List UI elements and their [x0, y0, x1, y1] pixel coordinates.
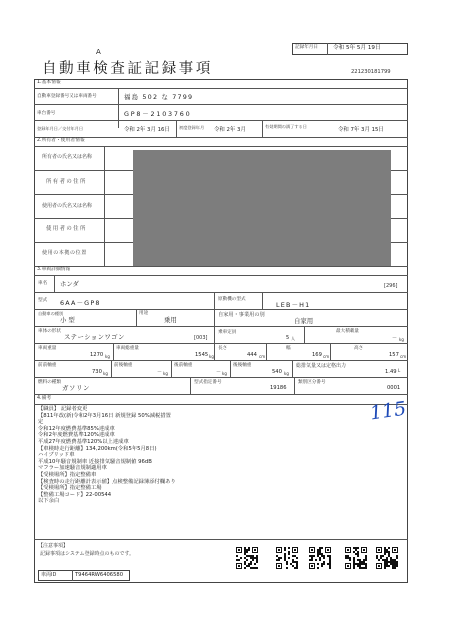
qr-code-5	[376, 547, 398, 569]
record-date-value: 令和 5年 5月 19日	[333, 45, 381, 51]
notes-text: 記録事項はシステム登録時点のものです。	[40, 551, 135, 557]
remark-line: 平成10年騒音規制車 近接排気騒音規制値 96dB	[38, 458, 152, 465]
use-value: 乗用	[164, 316, 177, 324]
remark-line: 【811年改(新)令和2年3月16日 新規登録 50%減税措置	[38, 412, 171, 419]
section3-title: 3.車両詳細情報	[37, 267, 71, 272]
reg-number-label: 自動車登録番号又は車両番号	[37, 94, 97, 99]
vehicle-id-value: T9464RW6406580	[75, 572, 123, 578]
qr-code-4	[345, 547, 367, 569]
remarks-block	[38, 406, 176, 505]
remark-line: 【職員】 記録者変更	[38, 406, 88, 412]
qr-code-1	[236, 547, 258, 569]
max-load-label: 最大積載量	[336, 329, 359, 334]
section2-title: 2.所有者・使用者情報	[37, 138, 85, 143]
qr-code-3	[309, 547, 331, 569]
category-value: 0001	[387, 385, 401, 391]
height-label: 高さ	[354, 346, 364, 351]
remark-line: 【受検場所】指定整備工場	[38, 485, 102, 492]
first-reg-label: 登録年月日／交付年月日	[37, 126, 84, 131]
remark-line: 令和2年度燃費基準120%達成車	[38, 432, 115, 439]
vehicle-weight-unit: kg	[105, 354, 110, 359]
record-date-label: 記録年月日	[295, 45, 318, 50]
section1-title: 1.基本情報	[37, 80, 61, 85]
private-business-label: 自家用・事業用の別	[218, 312, 265, 318]
redacted-owner-user-info	[133, 150, 391, 266]
rear-front-axle-label: 後前軸重	[174, 363, 193, 368]
expiry-label: 有効期間の満了する日	[265, 124, 307, 129]
owner-address-label: 所有者の住所	[46, 179, 87, 185]
remark-line: 【車検時走行距離】134,200km(令和5年5月8日)	[38, 445, 157, 452]
top-mark: A	[96, 48, 101, 56]
capacity-value: 5	[286, 335, 290, 341]
use-label: 用途	[139, 311, 149, 316]
fuel-type-value: ガソリン	[62, 384, 90, 392]
body-shape-code: [003]	[194, 335, 208, 341]
remark-line: 令和12年度燃費基準85%達成車	[38, 425, 115, 432]
remark-line: マフラー加速騒音規制適用車	[38, 465, 107, 472]
user-address-label: 使用者の住所	[46, 226, 87, 232]
front-rear-axle-label: 前後軸重	[114, 363, 133, 368]
front-rear-axle-unit: kg	[163, 371, 168, 376]
max-load-value: －	[392, 335, 398, 341]
vehicle-id-label: 車両ID	[41, 572, 57, 578]
user-name-label: 使用者の氏名又は名称	[42, 203, 93, 209]
engine-value: LEB－H1	[276, 301, 311, 309]
length-unit: cm	[259, 354, 266, 359]
first-reg-month-label: 初度登録年月	[179, 125, 205, 130]
model-label: 型式	[38, 298, 48, 303]
handwritten-note: 115	[368, 397, 408, 425]
chassis-value: GP8－2103760	[124, 110, 192, 118]
capacity-label: 乗車定員	[218, 330, 237, 335]
body-shape-value: ステーションワゴン	[64, 333, 125, 341]
first-reg-value: 令和 2年 3月 16日	[124, 127, 170, 133]
capacity-unit: 人	[291, 336, 295, 341]
kind-label: 自動車の種別	[38, 311, 64, 316]
category-label: 類別区分番号	[298, 380, 326, 385]
body-shape-label: 車体の形状	[38, 329, 61, 334]
gross-weight-label: 車両総重量	[116, 346, 139, 351]
model-value: 6AA－GP8	[60, 299, 101, 307]
owner-name-label: 所有者の氏名又は名称	[42, 154, 93, 160]
fuel-type-label: 燃料の種類	[38, 380, 61, 385]
reg-number-value: 福島 502 な 7799	[124, 93, 194, 101]
remark-line: ハイブリッド車	[38, 452, 75, 459]
length-value: 444	[247, 352, 257, 358]
front-front-axle-unit: kg	[103, 371, 108, 376]
chassis-label: 車台番号	[37, 111, 56, 116]
section4-title: 4.備考	[37, 396, 52, 401]
engine-label: 原動機の型式	[218, 297, 246, 302]
maker-value: ホンダ	[60, 280, 79, 288]
max-load-unit: kg	[399, 337, 404, 342]
gross-weight-value: 1545	[195, 352, 209, 358]
displacement-value: 1.49	[385, 369, 397, 375]
front-rear-axle-value: －	[157, 369, 163, 375]
kind-value: 小 型	[60, 316, 75, 324]
expiry-value: 令和 7年 3月 15日	[338, 127, 384, 133]
remark-line: 【受検場所】指定整備車	[38, 471, 97, 478]
document-number: 221230181799	[351, 69, 391, 75]
qr-code-2	[276, 547, 298, 569]
displacement-label: 総排気量又は定格出力	[296, 363, 347, 369]
remark-line: 平成27年度燃費基準120%以上達成車	[38, 438, 129, 445]
base-location-label: 使用の本拠の位置	[42, 250, 87, 256]
type-designation-label: 型式指定番号	[194, 380, 222, 385]
height-unit: cm	[400, 354, 407, 359]
height-value: 157	[389, 352, 399, 358]
private-business-value: 自家用	[294, 317, 314, 325]
displacement-unit: L	[398, 368, 401, 373]
remark-line: 以下余白	[38, 498, 60, 505]
rear-rear-axle-unit: kg	[284, 371, 289, 376]
front-front-axle-value: 730	[92, 369, 102, 375]
remark-line: 【検査時の走行距離計表示値】点検整備記録簿添付欄あり	[38, 478, 176, 485]
rear-front-axle-unit: kg	[222, 371, 227, 376]
width-label: 幅	[286, 346, 291, 351]
page-title: 自動車検査証記録事項	[42, 61, 213, 77]
width-unit: cm	[323, 354, 330, 359]
remark-line: 定	[38, 419, 44, 426]
rear-front-axle-value: －	[216, 369, 222, 375]
maker-code: [296]	[384, 283, 398, 289]
type-designation-value: 19186	[270, 385, 287, 391]
rear-rear-axle-label: 後後軸重	[233, 363, 252, 368]
maker-label: 車名	[38, 281, 48, 286]
width-value: 169	[312, 352, 322, 358]
vehicle-weight-label: 車両重量	[38, 346, 57, 351]
vehicle-weight-value: 1270	[90, 352, 104, 358]
first-reg-month-value: 令和 2年 3月	[214, 127, 246, 133]
gross-weight-unit: kg	[209, 354, 214, 359]
remark-line: 【整備工場コード】22-00544	[38, 491, 112, 498]
rear-rear-axle-value: 540	[272, 369, 282, 375]
notes-title: 【注意事項】	[38, 543, 69, 549]
length-label: 長さ	[218, 346, 228, 351]
front-front-axle-label: 前前軸重	[38, 363, 57, 368]
